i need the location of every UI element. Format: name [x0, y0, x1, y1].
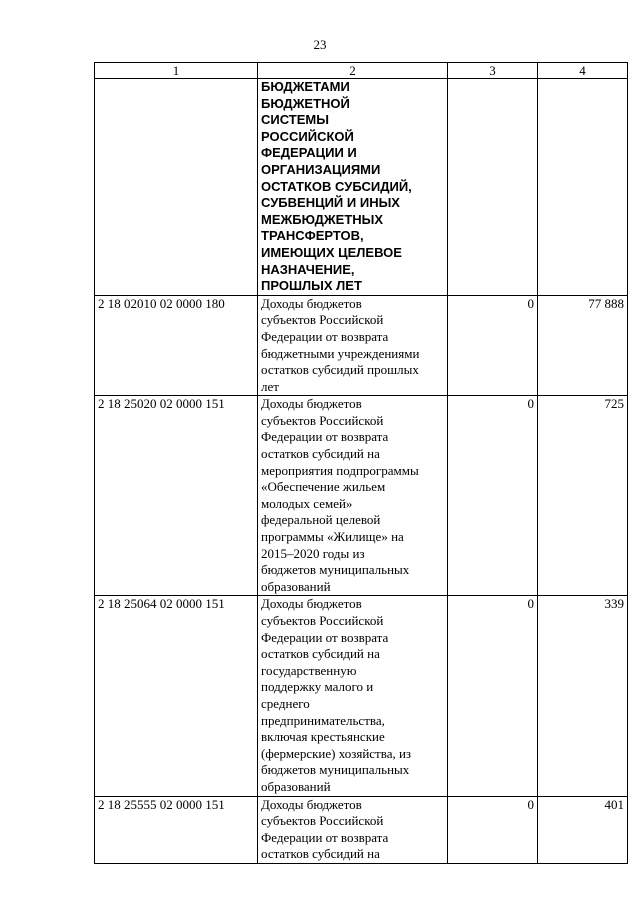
name-line: федеральной целевой: [261, 512, 381, 528]
name-line: Доходы бюджетов: [261, 596, 362, 612]
table-row: [95, 596, 628, 796]
name-line: ОСТАТКОВ СУБСИДИЙ,: [261, 178, 412, 194]
name-line: остатков субсидий прошлых: [261, 362, 419, 378]
name-line: ИМЕЮЩИХ ЦЕЛЕВОЕ: [261, 244, 402, 260]
revenue-name-cell: [258, 396, 448, 596]
name-line: ФЕДЕРАЦИИ И: [261, 145, 357, 161]
column-header-4: 4: [538, 63, 628, 79]
budget-code-cell: 2 18 25020 02 0000 151: [95, 396, 258, 596]
name-line: бюджетов муниципальных: [261, 562, 410, 578]
name-line: предпринимательства,: [261, 712, 385, 728]
budget-revenue-table: [94, 62, 628, 864]
name-line: «Обеспечение жильем: [261, 479, 386, 495]
revenue-name-cell: [258, 596, 448, 796]
name-line: ТРАНСФЕРТОВ,: [261, 228, 364, 244]
name-line: молодых семей»: [261, 495, 353, 511]
column-header-1: 1: [95, 63, 258, 79]
name-line: Доходы бюджетов: [261, 796, 362, 812]
value-cell-col3: 0: [448, 396, 538, 596]
name-line: поддержку малого и: [261, 679, 374, 695]
name-line: СУБВЕНЦИЙ И ИНЫХ: [261, 195, 400, 211]
name-line: (фермерские) хозяйства, из: [261, 745, 412, 761]
name-line: остатков субсидий на: [261, 846, 380, 862]
name-line: субъектов Российской: [261, 412, 384, 428]
name-line: Доходы бюджетов: [261, 396, 362, 412]
budget-code-cell: [95, 79, 258, 296]
value-cell-col3: 0: [448, 796, 538, 863]
name-line: Федерации от возврата: [261, 328, 389, 344]
column-header-3: 3: [448, 63, 538, 79]
value-cell-col4: 401: [538, 796, 628, 863]
name-line: бюджетными учреждениями: [261, 345, 420, 361]
name-line: Федерации от возврата: [261, 429, 389, 445]
name-line: лет: [261, 378, 279, 394]
page-number: 23: [313, 37, 327, 52]
name-line: РОССИЙСКОЙ: [261, 128, 354, 144]
name-line: 2015–2020 годы из: [261, 545, 365, 561]
value-cell-col4: [538, 79, 628, 296]
revenue-name-cell: [258, 295, 448, 396]
name-line: БЮДЖЕТНОЙ: [261, 95, 350, 111]
name-line: МЕЖБЮДЖЕТНЫХ: [261, 211, 384, 227]
name-line: субъектов Российской: [261, 613, 384, 628]
name-line: Федерации от возврата: [261, 829, 389, 845]
table-row: [95, 396, 628, 596]
name-line: программы «Жилище» на: [261, 529, 404, 545]
name-line: ПРОШЛЫХ ЛЕТ: [261, 278, 362, 294]
table-row: [95, 295, 628, 396]
value-cell-col4: 725: [538, 396, 628, 596]
section-heading-cell: [258, 79, 448, 296]
value-cell-col3: [448, 79, 538, 296]
name-line: НАЗНАЧЕНИЕ,: [261, 261, 355, 277]
name-line: образований: [261, 578, 331, 594]
name-line: субъектов Российской: [261, 813, 384, 829]
name-line: государственную: [261, 662, 357, 678]
budget-code-cell: 2 18 25555 02 0000 151: [95, 796, 258, 863]
name-line: бюджетов муниципальных: [261, 762, 410, 778]
table-row: [95, 796, 628, 863]
name-line: СИСТЕМЫ: [261, 112, 329, 128]
name-line: остатков субсидий на: [261, 446, 380, 462]
table-row: [95, 79, 628, 296]
name-line: образований: [261, 778, 331, 794]
table-header-row: [95, 63, 628, 79]
budget-code-cell: 2 18 02010 02 0000 180: [95, 295, 258, 396]
revenue-name-cell: [258, 796, 448, 863]
name-line: среднего: [261, 695, 310, 711]
name-line: ОРГАНИЗАЦИЯМИ: [261, 161, 381, 177]
name-line: субъектов Российской: [261, 312, 384, 328]
name-line: Федерации от возврата: [261, 629, 389, 645]
name-line: остатков субсидий на: [261, 646, 380, 662]
name-line: мероприятия подпрограммы: [261, 462, 419, 478]
value-cell-col3: 0: [448, 596, 538, 796]
value-cell-col3: 0: [448, 295, 538, 396]
value-cell-col4: 77 888: [538, 295, 628, 396]
name-line: БЮДЖЕТАМИ: [261, 79, 350, 94]
budget-code-cell: 2 18 25064 02 0000 151: [95, 596, 258, 796]
name-line: Доходы бюджетов: [261, 295, 362, 311]
column-header-2: 2: [258, 63, 448, 79]
name-line: включая крестьянские: [261, 729, 385, 745]
value-cell-col4: 339: [538, 596, 628, 796]
